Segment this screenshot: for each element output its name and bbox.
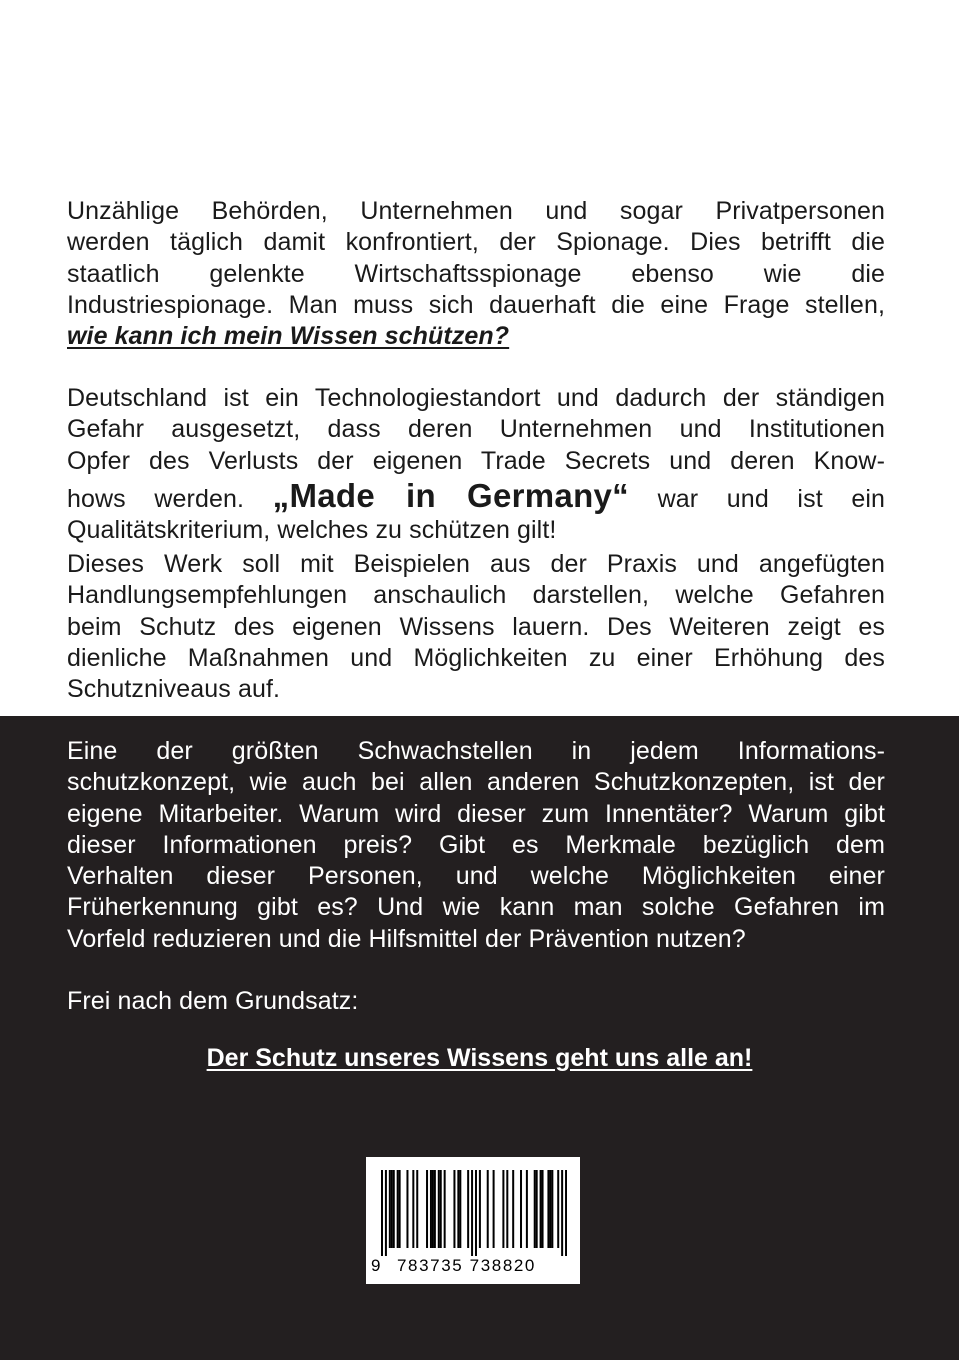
text-line: Gefahr ausgesetzt, dass deren Unternehmen und Institutionen <box>67 415 885 444</box>
barcode-bar <box>493 1170 495 1248</box>
barcode-bar <box>397 1170 399 1248</box>
barcode-bar <box>391 1170 393 1248</box>
barcode-bar <box>502 1170 504 1248</box>
insider-paragraph <box>67 736 885 955</box>
text-line: werden täglich damit konfrontiert, der Spionage. Dies betrifft die <box>67 228 885 257</box>
text-line: Qualitätskriterium, welches zu schützen gilt! <box>67 515 557 544</box>
text-line: staatlich gelenkte Wirtschaftsspionage ebenso wie die <box>67 259 885 288</box>
motto-heading: Der Schutz unseres Wissens geht uns alle an! <box>206 1044 753 1072</box>
text-line: dieser Informationen preis? Gibt es Merkmale bezüglich dem <box>67 830 885 859</box>
text-line: Dieses Werk soll mit Beispielen aus der Praxis und angefügten <box>67 550 885 578</box>
barcode-bar <box>512 1170 514 1248</box>
barcode-digits: 783735 738820 <box>397 1256 536 1275</box>
principle-intro <box>67 986 885 1017</box>
barcode-bar <box>432 1170 434 1248</box>
barcode-bar <box>549 1170 551 1248</box>
text-line: Verhalten dieser Personen, und welche Möglichkeiten einer <box>67 862 885 891</box>
text-line: Schutzniveaus auf. <box>67 675 281 704</box>
barcode-bar <box>444 1170 446 1248</box>
barcode-bar <box>547 1170 549 1248</box>
made-in-germany-slogan: „Made in Germany“ <box>272 476 629 514</box>
barcode-bar <box>557 1170 559 1248</box>
barcode-bar <box>393 1170 395 1248</box>
barcode-bar <box>536 1170 538 1248</box>
text-line: Vorfeld reduzieren und die Hilfsmittel der Prävention nutzen? <box>67 924 746 953</box>
barcode-bar <box>471 1170 473 1256</box>
barcode-bar <box>381 1170 383 1256</box>
barcode-bar <box>565 1170 567 1256</box>
text-line: eigene Mitarbeiter. Warum wird dieser zum Innentäter? Warum gibt <box>67 799 885 828</box>
text-line <box>67 321 885 352</box>
barcode-bar <box>487 1170 489 1248</box>
barcode-bar <box>399 1170 401 1248</box>
barcode-bar <box>457 1170 459 1248</box>
text-line: Deutschland ist ein Technologiestandort und dadurch der ständigen <box>67 384 885 412</box>
barcode-bar <box>520 1170 522 1248</box>
barcode-bar <box>534 1170 536 1248</box>
text-fragment: hows werden. <box>67 484 245 513</box>
isbn-barcode <box>366 1157 580 1284</box>
text-line: Industriespionage. Man muss sich dauerhaft die eine Frage stellen, <box>67 290 885 319</box>
barcode-bar <box>459 1170 461 1248</box>
barcode-bar <box>389 1170 391 1248</box>
barcode-bar <box>434 1170 436 1248</box>
text-line: schutzkonzept, wie auch bei allen anderen Schutzkonzepten, ist der <box>67 768 885 797</box>
barcode-first-digit: 9 <box>371 1256 383 1275</box>
barcode-bar <box>426 1170 428 1248</box>
barcode-bar <box>542 1170 544 1248</box>
barcode-bar <box>506 1170 508 1248</box>
barcode-bar <box>440 1170 442 1248</box>
barcode-bar <box>540 1170 542 1248</box>
text-line: Früherkennung gibt es? Und wie kann man solche Gefahren im <box>67 893 885 922</box>
barcode-bar <box>453 1170 455 1248</box>
germany-paragraph <box>67 383 885 546</box>
text-line: Eine der größten Schwachstellen in jedem Informations- <box>67 737 885 765</box>
barcode-bar <box>416 1170 418 1248</box>
barcode-bar <box>479 1170 481 1248</box>
key-question: wie kann ich mein Wissen schützen? <box>67 322 510 351</box>
barcode-bar <box>551 1170 553 1248</box>
text-line: Frei nach dem Grundsatz: <box>67 987 359 1015</box>
text-line: dienliche Maßnahmen und Möglichkeiten zu einer Erhöhung des <box>67 643 885 672</box>
text-line: Unzählige Behörden, Unternehmen und sogar Privatpersonen <box>67 197 885 225</box>
text-line <box>67 477 885 515</box>
barcode-bar <box>526 1170 528 1248</box>
barcode-bar <box>385 1170 387 1256</box>
work-description-paragraph <box>67 549 885 705</box>
barcode-bar <box>561 1170 563 1256</box>
text-fragment: war und ist ein <box>657 484 886 513</box>
barcode-bar <box>438 1170 440 1248</box>
intro-paragraph <box>67 196 885 352</box>
barcode-bars-graphic <box>381 1170 567 1256</box>
barcode-bar <box>475 1170 477 1256</box>
text-line: beim Schutz des eigenen Wissens lauern. Des Weiteren zeigt es <box>67 612 885 641</box>
barcode-bar <box>406 1170 408 1248</box>
barcode-bar <box>430 1170 432 1248</box>
text-line: Handlungsempfehlungen anschaulich darstellen, welche Gefahren <box>67 581 885 610</box>
text-line: Opfer des Verlusts der eigenen Trade Secrets und deren Know- <box>67 446 885 475</box>
barcode-bar <box>467 1170 469 1248</box>
barcode-bar <box>412 1170 414 1248</box>
lower-dark-section <box>0 716 959 1360</box>
